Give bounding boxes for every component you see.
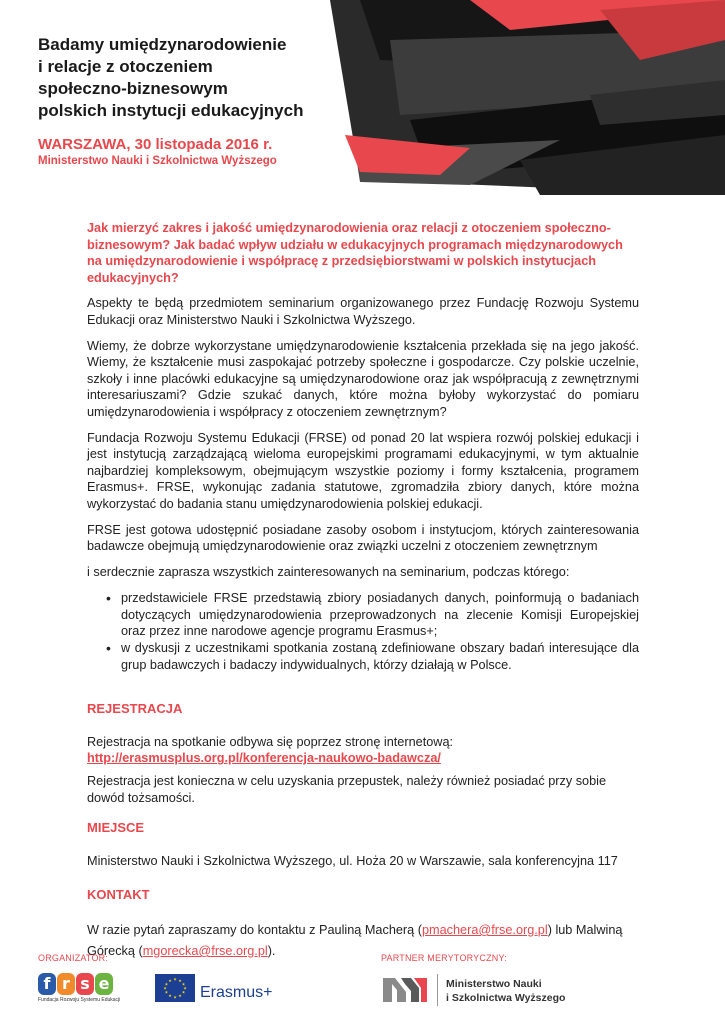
- svg-text:★: ★: [178, 977, 182, 983]
- svg-text:★: ★: [178, 993, 182, 999]
- ministry-line-2: i Szkolnictwa Wyższego: [446, 992, 566, 1004]
- registration-link[interactable]: http://erasmusplus.org.pl/konferencja-naukowo-badawcza/: [87, 751, 441, 766]
- erasmus-plus-logo-text: Erasmus+: [200, 984, 273, 1001]
- bullet-icon: •: [106, 640, 111, 657]
- paragraph-we-know: Wiemy, że dobrze wykorzystane umiędzynarodowienie kształcenia przekłada się na jego jakość. Wiemy, że kształcenie musi zaspokajać potrzeby społeczne i gospodarcze. Czy polskie uczelnie, szkoły i inne placówki edukacyjne są umiędzynarodowione oraz jak współpracują z zewnętrznymi interesariuszami? Gdzie szukać danych, które można byłoby wykorzystać do pomiaru umiędzynarodowienia i współpracy z otoczeniem zewnętrznym?: [87, 338, 639, 419]
- title-line: i relacje z otoczeniem: [38, 57, 213, 76]
- venue-text: Ministerstwo Nauki i Szkolnictwa Wyższego, ul. Hoża 20 w Warszawie, sala konferencyjna 117: [87, 853, 618, 868]
- contact-text-after: ).: [267, 944, 276, 958]
- venue-heading: MIEJSCE: [87, 820, 145, 836]
- main-content: [87, 220, 639, 971]
- registration-heading: REJESTRACJA: [87, 701, 183, 717]
- svg-text:★: ★: [183, 985, 187, 991]
- paragraph-aspects: Aspekty te będą przedmiotem seminarium organizowanego przez Fundację Rozwoju Systemu Edukacji oraz Ministerstwo Nauki i Szkolnictwa Wyższego.: [87, 296, 639, 327]
- frse-letter-r: r: [57, 973, 75, 995]
- ministry-line-1: Ministerstwo Nauki: [446, 978, 542, 990]
- title-line: polskich instytucji edukacyjnych: [38, 101, 304, 120]
- list-item-text: przedstawiciele FRSE przedstawią zbiory posiadanych danych, poinformują o badaniach dotyczących umiędzynarodowienia przeprowadzonych na zlecenie Komisji Europejskiej oraz przez inne narodowe agencje programu Erasmus+;: [121, 591, 639, 639]
- paragraph-resources: FRSE jest gotowa udostępnić posiadane zasoby osobom i instytucjom, których zainteresowania badawcze obejmują umiędzynarodowienie oraz związki uczelni z otoczeniem zewnętrznym: [87, 522, 639, 554]
- email-link-pmachera[interactable]: pmachera@frse.org.pl: [421, 923, 548, 937]
- organizer-label: ORGANIZATOR:: [38, 953, 109, 963]
- svg-text:★: ★: [173, 976, 177, 982]
- bullet-icon: •: [106, 590, 111, 607]
- ministry-logo-text: [446, 977, 565, 1005]
- paragraph-frse: Fundacja Rozwoju Systemu Edukacji (FRSE) od ponad 20 lat wspiera rozwój polskiej edukacji i jest instytucją zarządzającą wieloma europejskimi programami edukacyjnymi, w tym aktualnie najbardziej kompleksowym, obejmującym wszystkie poziomy i formy kształcenia, programem Erasmus+. FRSE, wykonując zadania statutowe, zgromadziła zbiory danych, które można wykorzystać do badania stanu umiędzynarodowienia polskiej edukacji.: [87, 430, 639, 511]
- registration-text: [87, 734, 639, 767]
- list-item-text: w dyskusji z uczestnikami spotkania zostaną zdefiniowane obszary badań interesujące dla grup badawczych i badaczy indywidualnych, którzy działają w Polsce.: [121, 641, 639, 672]
- lead-question: Jak mierzyć zakres i jakość umiędzynarodowienia oraz relacji z otoczeniem społeczno-biznesowym? Jak badać wpływ udziału w edukacyjnych programach międzynarodowych na umiędzynarodowienie i współpracę z przedsiębiorstwami w polskich instytucjach edukacyjnych?: [87, 221, 623, 285]
- svg-text:★: ★: [168, 977, 172, 983]
- svg-text:★: ★: [168, 993, 172, 999]
- event-date-place: WARSZAWA, 30 listopada 2016 r.: [38, 136, 273, 153]
- list-item: [87, 640, 639, 673]
- seminar-bullet-list: [87, 590, 639, 673]
- partner-label: PARTNER MERYTORYCZNY:: [381, 953, 507, 963]
- paragraph-invitation: i serdecznie zaprasza wszystkich zainteresowanych na seminarium, podczas którego:: [87, 564, 570, 579]
- svg-text:★: ★: [164, 981, 169, 987]
- svg-text:★: ★: [181, 989, 186, 995]
- header-title-block: [38, 34, 338, 167]
- frse-letter-f: f: [38, 973, 56, 995]
- ministry-logo-divider: [437, 974, 438, 1006]
- svg-text:★: ★: [164, 989, 169, 995]
- frse-letter-s: s: [76, 973, 94, 995]
- frse-logo: [38, 973, 121, 1005]
- page-title: [38, 34, 338, 122]
- registration-note: Rejestracja jest konieczna w celu uzyskania przepustek, należy również posiadać przy sobie dowód tożsamości.: [87, 774, 607, 805]
- title-line: Badamy umiędzynarodowienie: [38, 35, 287, 54]
- svg-text:★: ★: [173, 994, 177, 1000]
- registration-intro: Rejestracja na spotkanie odbywa się poprzez stronę internetową:: [87, 734, 454, 749]
- contact-heading: KONTAKT: [87, 887, 150, 903]
- svg-text:★: ★: [163, 985, 167, 991]
- event-organizer-line: Ministerstwo Nauki i Szkolnictwa Wyższego: [38, 155, 277, 167]
- eu-flag-icon: [155, 974, 195, 1002]
- frse-logo-letters: [38, 973, 118, 995]
- email-link-mgorecka[interactable]: mgorecka@frse.org.pl: [142, 944, 268, 958]
- svg-text:★: ★: [181, 981, 186, 987]
- contact-text-mid: ) lub Malwiną Górecką (: [87, 923, 623, 958]
- contact-text-before: W razie pytań zapraszamy do kontaktu z Pauliną Macherą (: [87, 923, 422, 937]
- frse-letter-e: e: [95, 973, 113, 995]
- frse-caption: Fundacja Rozwoju Systemu Edukacji: [38, 997, 121, 1003]
- list-item: [87, 590, 639, 640]
- ministry-logo-icon: [381, 974, 431, 1004]
- title-line: społeczno-biznesowym: [38, 79, 228, 98]
